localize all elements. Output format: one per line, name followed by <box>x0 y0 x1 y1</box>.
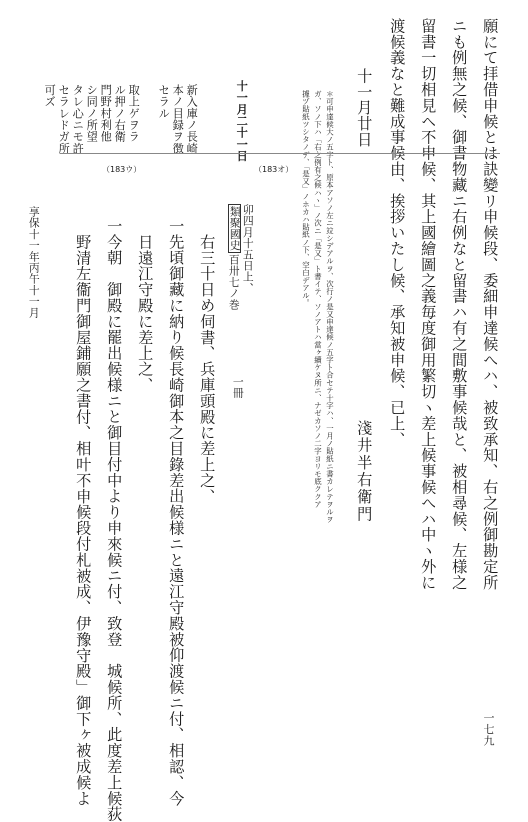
page-number: 一七九 <box>482 712 495 747</box>
margin-note-col9: セラレドガ所 <box>57 84 71 155</box>
year-line: 享保十一年丙午十一月 <box>27 206 41 318</box>
upper-text-column-3: 留書一切相見ヘ不申候、其上國繪圖之義毎度御用繁切ヽ差上候事候へハ中ヽ外に <box>419 18 438 591</box>
book-detail: 百卅七ノ巻 <box>227 254 241 310</box>
lower-text-line-2: 右三十日め伺書、兵庫頭殿に差上之、 <box>198 234 217 505</box>
margin-note-col3: セラル <box>157 84 171 120</box>
folio-marker-left: （183ウ） <box>102 165 142 174</box>
editorial-note-3: 據ヅ貼紙ツシタノデ、「是又」ノホカハ貼紙ノ下、空白デアル。 <box>301 90 311 307</box>
signature: 淺井半右衛門 <box>355 420 374 524</box>
upper-text-column-4: 渡候義なと難成事候由、挨拶いたし候、承知被申候、已上、 <box>388 18 407 448</box>
volume-count: 一冊 <box>231 376 245 399</box>
lower-text-line-3: 一先頃御藏に納り候長崎御本之目錄差出候様ニと遠江守殿被仰渡候ニ付、相認、今 <box>167 218 186 807</box>
upper-text-column-2: ニも例無之候、御書物藏ニ右例なと留書ハ有之間敷事候哉と、被相尋候、左様之 <box>450 18 469 591</box>
date-line: 十一月廿日 <box>355 68 374 148</box>
lower-text-line-5: 一今朝 御殿に罷出候様ニと御目付中より申來候ニ付、致登 城候所、此度差上候荻 <box>105 218 124 822</box>
margin-note-col6: 門野村利他 <box>99 84 113 143</box>
margin-note-col8: タレ心ニモ許 <box>71 84 85 155</box>
lower-text-line-4: 日遠江守殿に差上之、 <box>136 234 155 393</box>
entry-date: 卯四月十五日上、 <box>241 204 255 294</box>
editorial-note-1: ＊可申達候大ノ五字ト、原本アソノ左ニ竝シデアルヲ、次行ノ是又申達候ノ五字ト合セテ十字ハ、一月ノ貼紙ニ書カレテヲルヲ <box>325 90 335 524</box>
margin-note-col1: 新入庫ノ長崎 <box>185 84 199 155</box>
margin-note-col10: 可ズ <box>43 84 57 108</box>
book-title: 類聚國史 <box>228 206 242 251</box>
editorial-note-2: ガ、ソノ下ハ「右之例有之候ハヽ」ノ次ニ「是又」ト書イテ、ソノアトハ當ヶ續ケヌ所ニ、ナゼカソノ二字ヨリモ底ククア <box>313 90 323 508</box>
margin-note-col5: ル押ノ右衛 <box>113 84 127 143</box>
folio-marker-right: （183オ） <box>254 165 294 174</box>
lower-text-line-6: 野清左衞門御屋鋪願之書付、相叶不申候段付札被成、伊豫守殿」御下ヶ被成候よ <box>74 234 93 807</box>
margin-note-col7: シ同ノ所望 <box>85 84 99 143</box>
section-divider <box>60 153 500 154</box>
margin-note-col2: 本ノ目録ヲ徴 <box>171 84 185 155</box>
upper-text-column-1: 願にて拝借申候とは訣變リ申候段、委細申達候へハ、被致承知、右之例御勘定所 <box>481 18 500 591</box>
margin-note-col4: 取上ゲヲラ <box>127 84 141 143</box>
margin-date-heading: 十一月二十一日 <box>235 80 250 162</box>
